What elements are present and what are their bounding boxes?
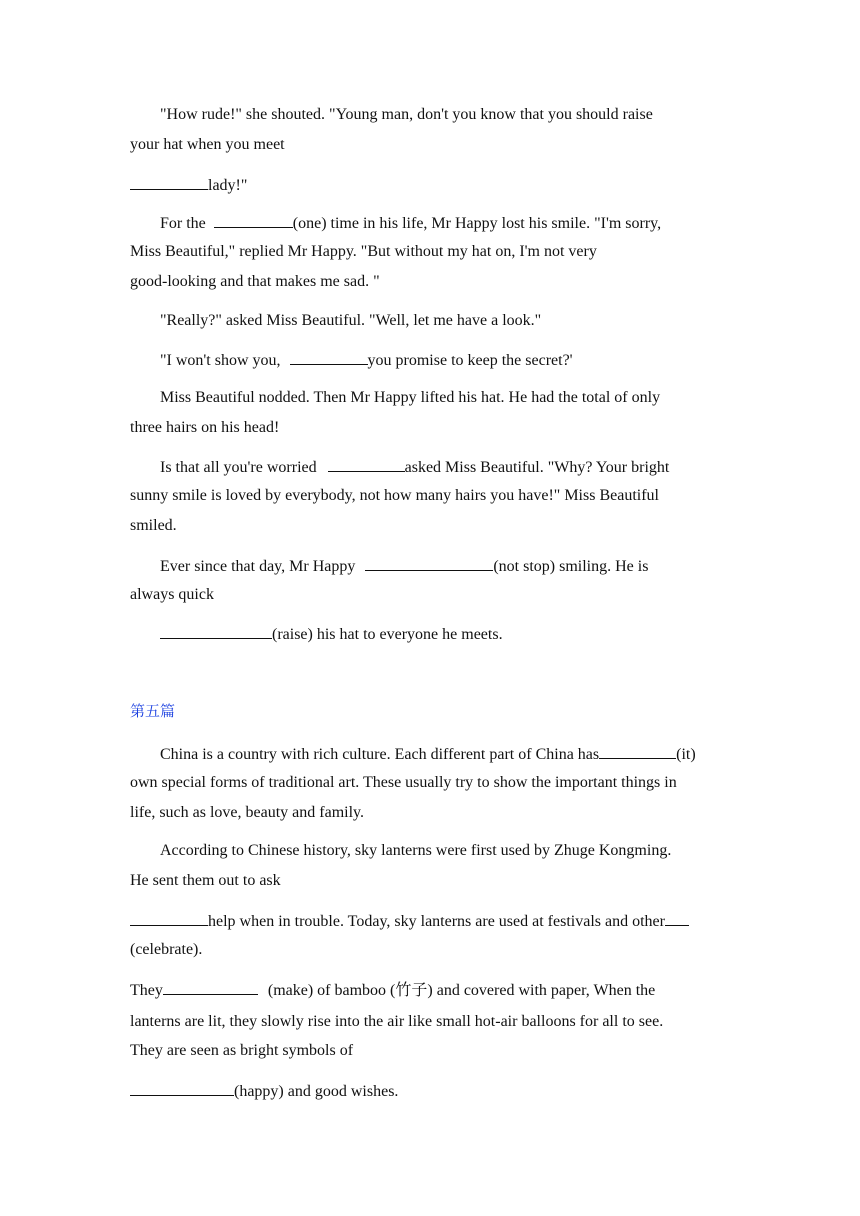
text: smiled.: [130, 517, 177, 534]
text: lanterns are lit, they slowly rise into the air like small hot-air balloons for all to see.: [130, 1013, 664, 1030]
paragraph-line: [130, 803, 364, 823]
text: sunny smile is loved by everybody, not how many hairs you have!" Miss Beautiful: [130, 487, 659, 504]
text: (happy) and good wishes.: [234, 1083, 399, 1100]
text: lady!": [208, 177, 248, 194]
text: China is a country with rich culture. Each different part of China has: [160, 746, 600, 763]
paragraph-line: [130, 979, 655, 1001]
text: you promise to keep the secret?': [367, 352, 573, 369]
paragraph-line: [160, 105, 653, 125]
paragraph-line: [130, 272, 380, 292]
text: three hairs on his head!: [130, 419, 280, 436]
paragraph-line: [130, 910, 689, 932]
text: (celebrate).: [130, 941, 203, 958]
text: "How rude!" she shouted. "Young man, don't you know that you should raise: [160, 106, 653, 123]
text: Is that all you're worried: [160, 459, 317, 476]
answer-blank[interactable]: [163, 979, 258, 995]
paragraph-line: [130, 418, 279, 438]
paragraph-line: [130, 871, 281, 891]
text: Miss Beautiful nodded. Then Mr Happy lifted his hat. He had the total of only: [160, 389, 661, 406]
paragraph-line: [130, 516, 177, 536]
paragraph-line: [160, 311, 541, 331]
paragraph-line: [130, 585, 214, 605]
paragraph-line: [130, 773, 677, 793]
answer-blank[interactable]: [290, 349, 368, 365]
paragraph-line: [160, 456, 669, 478]
paragraph-line: [160, 743, 696, 765]
text: They: [130, 982, 163, 999]
paragraph-line: [130, 1041, 353, 1061]
text: Miss Beautiful," replied Mr Happy. "But without my hat on, I'm not very: [130, 243, 597, 260]
text: (one) time in his life, Mr Happy lost his smile. "I'm sorry,: [292, 215, 662, 232]
paragraph-line: [160, 555, 648, 577]
text: always quick: [130, 586, 214, 603]
paragraph-line: [160, 388, 660, 408]
text: According to Chinese history, sky lanterns were first used by Zhuge Kongming.: [160, 842, 672, 859]
answer-blank[interactable]: [130, 174, 208, 190]
answer-blank[interactable]: [328, 456, 405, 472]
answer-blank[interactable]: [214, 212, 293, 228]
answer-blank[interactable]: [665, 910, 689, 926]
paragraph-line: [160, 623, 503, 645]
answer-blank[interactable]: [599, 743, 676, 759]
text: "I won't show you,: [160, 352, 281, 369]
answer-blank[interactable]: [130, 910, 208, 926]
paragraph-line: [130, 1012, 663, 1032]
paragraph-line: [130, 242, 597, 262]
paragraph-line: [160, 841, 671, 861]
text: own special forms of traditional art. These usually try to show the important things in: [130, 774, 677, 791]
answer-blank[interactable]: [160, 623, 272, 639]
text: (make) of bamboo (竹子) and covered with paper, When the: [267, 982, 656, 999]
paragraph-line: [130, 135, 285, 155]
text: For the: [160, 215, 206, 232]
text: (not stop) smiling. He is: [493, 558, 649, 575]
text: Ever since that day, Mr Happy: [160, 558, 356, 575]
text: life, such as love, beauty and family.: [130, 804, 364, 821]
paragraph-line: [130, 940, 202, 960]
text: They are seen as bright symbols of: [130, 1042, 354, 1059]
paragraph-line: [130, 174, 247, 196]
text: He sent them out to ask: [130, 872, 281, 889]
text: (it): [676, 746, 696, 763]
text: your hat when you meet: [130, 136, 285, 153]
paragraph-line: [130, 486, 659, 506]
text: "Really?" asked Miss Beautiful. "Well, let me have a look.": [160, 312, 542, 329]
text: good-looking and that makes me sad. ": [130, 273, 380, 290]
answer-blank[interactable]: [365, 555, 493, 571]
paragraph-line: [160, 349, 573, 371]
paragraph-line: [130, 1080, 398, 1102]
section-heading: 第五篇: [130, 702, 176, 720]
paragraph-line: [160, 212, 661, 234]
answer-blank[interactable]: [130, 1080, 234, 1096]
text: asked Miss Beautiful. "Why? Your bright: [404, 459, 670, 476]
text: help when in trouble. Today, sky lanterns are used at festivals and other: [208, 913, 665, 930]
text: (raise) his hat to everyone he meets.: [272, 626, 503, 643]
